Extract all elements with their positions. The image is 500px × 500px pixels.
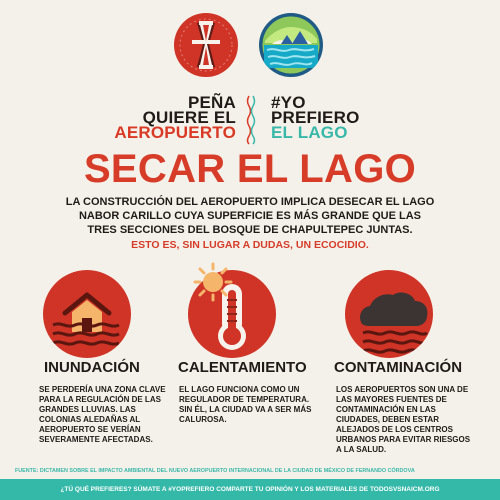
card-title-pollution: CONTAMINACIÓN: [334, 359, 463, 376]
flooded-house-icon: [43, 270, 131, 358]
card-text-pollution: [336, 385, 486, 455]
card-heat-line-2: REGULADOR DE TEMPERATURA.: [179, 395, 310, 404]
card-flood-line-1: SE PERDERÍA UNA ZONA CLAVE: [39, 385, 166, 394]
card-flood-line-6: SEVERAMENTE AFECTADAS.: [39, 435, 153, 444]
body-line-2: NABOR CARILLO CUYA SUPERFICIE ES MÁS GRANDE QUE LAS: [78, 210, 422, 222]
slogan-left: [114, 95, 236, 140]
slogan-right: [271, 95, 360, 140]
card-flood-line-3: GRANDES LLUVIAS. LAS: [39, 405, 136, 414]
ecocide-highlight: ESTO ES, SIN LUGAR A DUDAS, UN ECOCIDIO.: [131, 239, 369, 251]
slogan-right-line-3: EL LAGO: [271, 123, 348, 142]
cta-bar: ¿TÚ QUÉ PREFIERES? SÚMATE A #YOPREFIERO COMPARTE TU OPINIÓN Y LOS MATERIALES DE TODOSVSNAICM.ORG: [0, 479, 500, 500]
card-text-heat: [179, 385, 329, 425]
card-flood-line-5: AEROPUERTO SE VERÍAN: [39, 425, 141, 434]
card-pollution-line-1: LOS AEROPUERTOS SON UNA DE: [336, 385, 469, 394]
airplane-silhouette-icon: [174, 13, 238, 77]
wavy-divider: [246, 94, 256, 146]
lake-logo: [259, 13, 323, 77]
lake-landscape-icon: [259, 13, 323, 77]
body-line-1: LA CONSTRUCCIÓN DEL AEROPUERTO IMPLICA DESECAR EL LAGO: [65, 196, 435, 208]
card-flood-line-4: COLONIAS ALEDAÑAS AL: [39, 415, 141, 424]
smog-cloud-icon: [345, 270, 433, 358]
card-heat-line-4: CALUROSA.: [179, 415, 227, 424]
slogan-right-line-2: PREFIERO: [271, 108, 360, 127]
main-body-text: [34, 195, 466, 237]
card-flood-line-2: PARA LA REGULACIÓN DE LAS: [39, 395, 161, 404]
card-title-heat: CALENTAMIENTO: [178, 359, 307, 376]
card-pollution-line-6: URBANOS PARA EVITAR RIESGOS: [336, 435, 471, 444]
card-pollution-line-7: A LA SALUD.: [336, 445, 387, 454]
flood-circle: [43, 270, 131, 358]
slogan-left-line-3: AEROPUERTO: [114, 123, 236, 142]
airplane-logo: [174, 13, 238, 77]
card-title-flood: INUNDACIÓN: [44, 359, 140, 376]
card-pollution-line-3: CONTAMINACIÓN EN LAS: [336, 405, 436, 414]
card-pollution-line-5: ALEJADOS DE LOS CENTROS: [336, 425, 453, 434]
card-pollution-line-2: LAS MAYORES FUENTES DE: [336, 395, 447, 404]
card-pollution-line-4: CIUDADES, DEBEN ESTAR: [336, 415, 439, 424]
source-note: FUENTE: DICTAMEN SOBRE EL IMPACTO AMBIENTAL DEL NUEVO AEROPUERTO INTERNACIONAL DE LA CIUDAD DE MÉXICO DE FERNANDO CÓRDOVA: [15, 468, 415, 474]
body-line-3: TRES SECCIONES DEL BOSQUE DE CHAPULTEPEC JUNTAS.: [87, 224, 413, 236]
slogan-right-line-1: #YO: [271, 93, 306, 112]
slogan-left-line-2: QUIERE EL: [142, 108, 236, 127]
card-heat-line-1: EL LAGO FUNCIONA COMO UN: [179, 385, 300, 394]
main-title: SECAR EL LAGO: [83, 147, 417, 191]
card-text-flood: [39, 385, 189, 445]
slogan-left-line-1: PEÑA: [187, 93, 236, 112]
pollution-circle: [345, 270, 433, 358]
sun-icon: [191, 260, 235, 304]
card-heat-line-3: SIN ÉL, LA CIUDAD VA A SER MÁS: [179, 405, 312, 414]
